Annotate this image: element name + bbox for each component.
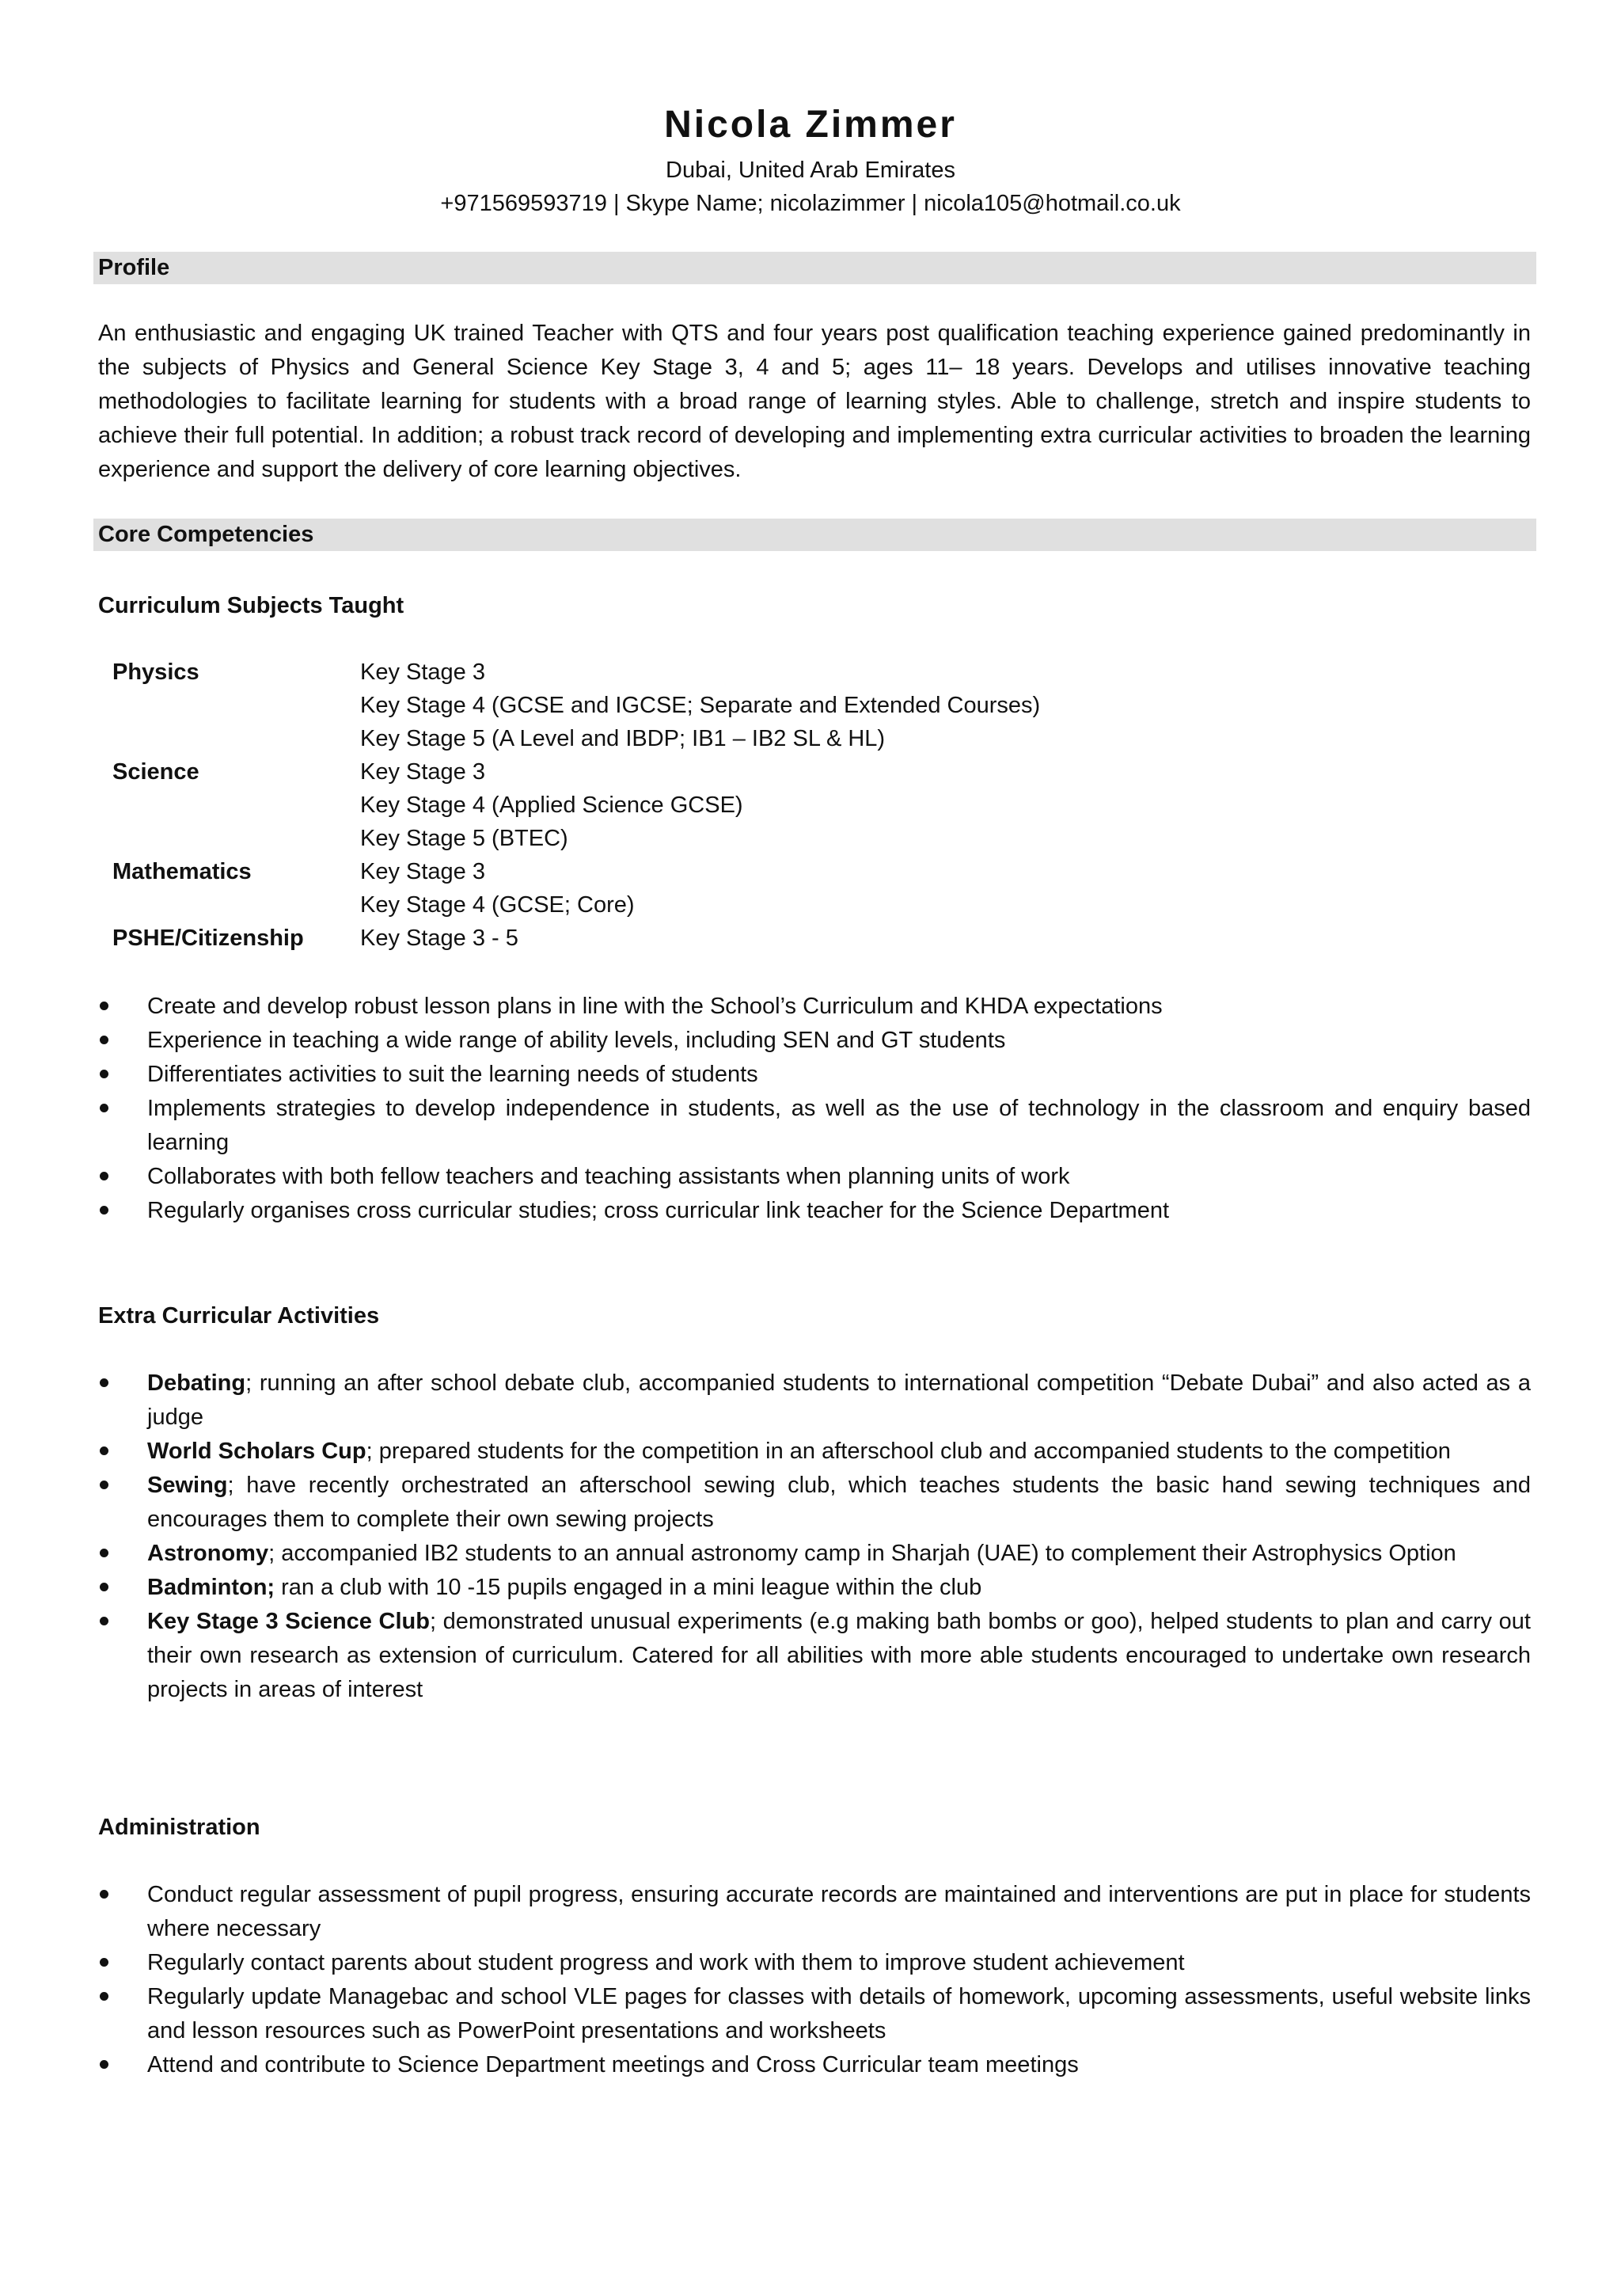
candidate-contact: +971569593719 | Skype Name; nicolazimmer | nicola105@hotmail.co.uk — [440, 191, 1181, 216]
list-item: Regularly update Managebac and school VLE pages for classes with details of homework, upcoming assessments, useful website links and lesson resources such as PowerPoint presentations and worksheets — [98, 1980, 1531, 2048]
subject-row — [112, 789, 1379, 822]
subject-name: Science — [112, 759, 199, 785]
subject-stage: Key Stage 3 — [360, 859, 485, 884]
list-item: Conduct regular assessment of pupil progress, ensuring accurate records are maintained and interventions are put in place for students where necessary — [98, 1878, 1531, 1946]
activity-title: Key Stage 3 Science Club — [147, 1609, 430, 1634]
candidate-name: Nicola Zimmer — [664, 104, 957, 146]
activity-description: ran a club with 10 -15 pupils engaged in a mini league within the club — [275, 1575, 982, 1600]
extra-curricular-heading: Extra Curricular Activities — [98, 1303, 380, 1329]
bullet-icon — [100, 1036, 108, 1044]
subject-stage: Key Stage 3 - 5 — [360, 926, 518, 951]
subject-row — [112, 722, 1379, 755]
subject-row — [112, 656, 1379, 689]
bullet-icon — [100, 1446, 108, 1455]
list-item: Regularly contact parents about student progress and work with them to improve student achievement — [98, 1946, 1531, 1980]
competencies-bullet-list — [98, 990, 1531, 1228]
activity-description: ; accompanied IB2 students to an annual astronomy camp in Sharjah (UAE) to complement their Astrophysics Option — [268, 1541, 1456, 1566]
curriculum-subjects-table — [112, 656, 1379, 955]
list-item — [98, 1571, 1531, 1605]
subject-stage: Key Stage 4 (GCSE; Core) — [360, 892, 635, 918]
bullet-icon — [100, 1002, 108, 1010]
bullet-icon — [100, 1617, 108, 1625]
subject-stage: Key Stage 4 (Applied Science GCSE) — [360, 793, 743, 818]
list-item: Regularly organises cross curricular studies; cross curricular link teacher for the Science Department — [98, 1194, 1531, 1228]
activity-title: Astronomy — [147, 1541, 269, 1566]
subject-name: Physics — [112, 660, 199, 685]
activity-title: Badminton; — [147, 1575, 275, 1600]
list-item — [98, 1469, 1531, 1537]
list-item — [98, 1367, 1531, 1435]
list-item: Collaborates with both fellow teachers and teaching assistants when planning units of work — [98, 1160, 1531, 1194]
list-item — [98, 1537, 1531, 1571]
subject-name: Mathematics — [112, 859, 252, 884]
activity-description: ; have recently orchestrated an afterschool sewing club, which teaches students the basic hand sewing techniques and encourages them to complete their own sewing projects — [147, 1473, 1531, 1532]
list-item: Implements strategies to develop independence in students, as well as the use of technology in the classroom and enquiry based learning — [98, 1092, 1531, 1160]
bullet-icon — [100, 2060, 108, 2069]
subject-stage: Key Stage 4 (GCSE and IGCSE; Separate and Extended Courses) — [360, 693, 1041, 718]
subject-row — [112, 755, 1379, 789]
core-competencies-section-header: Core Competencies — [93, 519, 1536, 551]
activity-description: ; prepared students for the competition in an afterschool club and accompanied students to the competition — [366, 1439, 1451, 1464]
activity-title: Debating — [147, 1370, 246, 1396]
bullet-icon — [100, 1549, 108, 1557]
bullet-icon — [100, 1206, 108, 1215]
list-item — [98, 1605, 1531, 1707]
activity-title: Sewing — [147, 1473, 228, 1498]
subject-row — [112, 689, 1379, 722]
bullet-icon — [100, 1992, 108, 2001]
subject-stage: Key Stage 5 (BTEC) — [360, 826, 568, 851]
subject-stage: Key Stage 5 (A Level and IBDP; IB1 – IB2 SL & HL) — [360, 726, 886, 751]
bullet-icon — [100, 1104, 108, 1112]
subject-row — [112, 888, 1379, 922]
list-item: Attend and contribute to Science Department meetings and Cross Curricular team meetings — [98, 2048, 1531, 2082]
bullet-icon — [100, 1378, 108, 1387]
subject-row — [112, 822, 1379, 855]
bullet-icon — [100, 1583, 108, 1591]
activity-description: ; running an after school debate club, accompanied students to international competition “Debate Dubai” and also acted as a judge — [147, 1370, 1531, 1430]
subject-row — [112, 922, 1379, 955]
bullet-icon — [100, 1958, 108, 1967]
list-item — [98, 1435, 1531, 1469]
activity-title: World Scholars Cup — [147, 1439, 366, 1464]
subject-stage: Key Stage 3 — [360, 759, 485, 785]
subject-stage: Key Stage 3 — [360, 660, 485, 685]
curriculum-subjects-heading: Curriculum Subjects Taught — [98, 593, 404, 618]
profile-text: An enthusiastic and engaging UK trained Teacher with QTS and four years post qualification teaching experience gained predominantly in the subjects of Physics and General Science Key Stage 3, 4 and 5; ages 11– 18 years. Develops and utilises innovative teaching methodologies to facilitate learning for students with a broad range of learning styles. Able to challenge, stretch and inspire students to achieve their full potential. In addition; a robust track record of developing and implementing extra curricular activities to broaden the learning experience and support the delivery of core learning objectives. — [98, 321, 1531, 482]
subject-name: PSHE/Citizenship — [112, 926, 304, 951]
bullet-icon — [100, 1070, 108, 1078]
list-item: Experience in teaching a wide range of ability levels, including SEN and GT students — [98, 1024, 1531, 1058]
bullet-icon — [100, 1481, 108, 1489]
activity-description: ; demonstrated unusual experiments (e.g making bath bombs or goo), helped students to plan and carry out their own research as extension of curriculum. Catered for all abilities with more able students encouraged to undertake own research projects in areas of interest — [147, 1609, 1531, 1702]
profile-section-header: Profile — [93, 252, 1536, 284]
bullet-icon — [100, 1172, 108, 1180]
list-item: Differentiates activities to suit the learning needs of students — [98, 1058, 1531, 1092]
bullet-icon — [100, 1890, 108, 1899]
subject-row — [112, 855, 1379, 888]
extra-curricular-list — [98, 1367, 1531, 1707]
candidate-location: Dubai, United Arab Emirates — [666, 158, 955, 183]
administration-heading: Administration — [98, 1815, 260, 1840]
list-item: Create and develop robust lesson plans in line with the School’s Curriculum and KHDA expectations — [98, 990, 1531, 1024]
resume-header — [0, 97, 1621, 220]
administration-list — [98, 1878, 1531, 2082]
